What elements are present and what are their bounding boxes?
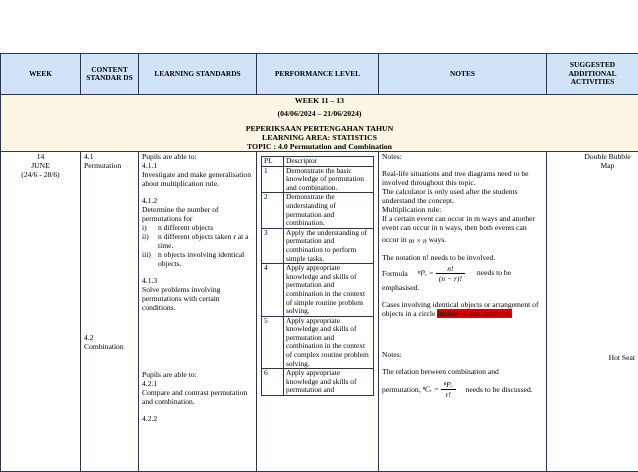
header-week: WEEK [1, 54, 81, 95]
header-notes: NOTES [379, 54, 547, 95]
ls2-intro: Pupils are able to: [142, 370, 253, 379]
notes2-relation: The relation between combination and [382, 367, 543, 376]
ls-4-1-2-list [142, 223, 253, 268]
date-range: (04/06/2024 – 21/06/2024) [4, 109, 635, 118]
table-row: 3 Apply the understanding of permutation and combination to perform simple tasks. [262, 228, 374, 263]
notes2-formula-line: permutation, ⁿCᵣ = $\frac{\text{ⁿPᵣ}}{r!}$ needs to be discussed. [382, 380, 543, 399]
performance-level-cell [257, 152, 379, 472]
content-code-4-2: 4.2 [84, 333, 135, 342]
week-range: WEEK 11 – 13 [4, 96, 635, 105]
ls-text-4-1-1: Investigate and make generalisation about multiplication rule. [142, 170, 253, 188]
suggested-activities-cell [547, 152, 638, 472]
notes-identical-objects: Cases involving identical objects or arrangement of objects in a circle limited to one condition. [382, 300, 543, 318]
m-times-n-formula: m × n [409, 236, 427, 245]
content-code-4-1: 4.1 [84, 152, 135, 161]
pl-header-level: PL [262, 157, 284, 167]
ls-text-4-2-1: Compare and contrast permutation and combination. [142, 388, 253, 406]
header-row [1, 54, 638, 95]
notes-calculator: The calculator is only used after the students understand the concept. [382, 187, 543, 205]
exam-title: PEPERIKSAAN PERTENGAHAN TAHUN [4, 124, 635, 133]
notes-cell [379, 152, 547, 472]
ls-code-4-2-1: 4.2.1 [142, 379, 253, 388]
combination-formula: ⁿCᵣ = $\frac{\text{ⁿPᵣ}}{r!}$ [423, 380, 456, 399]
table-row: 1 Demonstrate the basic knowledge of permutation and combination. [262, 166, 374, 193]
table-row: 5 Apply appropriate knowledge and skills of permutation and combination in the context of complex routine problem solving. [262, 316, 374, 369]
notes-factorial: The notation n! needs to be involved. [382, 253, 543, 262]
header-learning-standards: LEARNING STANDARDS [139, 54, 257, 95]
week-dates: (24/6 - 28/6) [4, 170, 77, 179]
pl-header-row [262, 157, 374, 167]
notes2-title: Notes: [382, 350, 543, 359]
highlighted-condition: limited to one condition. [437, 309, 512, 318]
week-month: JUNE [4, 161, 77, 170]
ls-code-4-1-2: 4.1.2 [142, 196, 253, 205]
week-cell [1, 152, 81, 472]
week-number: 14 [4, 152, 77, 161]
ls-text-4-1-2: Determine the number of permutations for [142, 205, 253, 223]
content-row [1, 152, 638, 472]
header-content-standards: CONTENT STANDAR DS [81, 54, 139, 95]
notes-real-life: Real-life situations and tree diagrams need to be involved throughout this topic. [382, 169, 543, 187]
notes-occur: occur in m × n ways. [382, 235, 543, 245]
activity-double-bubble-map: Double Bubble Map [550, 152, 635, 170]
notes-title: Notes: [382, 152, 543, 161]
table-row: 4 Apply appropriate knowledge and skills of permutation and combination in the context of simple routine problem solving. [262, 264, 374, 317]
list-item: ii) n different objects taken r at a time. [142, 232, 253, 250]
notes-formula-line: Formula ⁿPᵣ = $\frac{n!}{(n - r)!}$ needs to be emphasised. [382, 264, 543, 292]
activity-hot-seat: Hot Seat [550, 353, 635, 362]
notes-multiplication-rule: Multiplication rule: [382, 205, 543, 214]
ls-code-4-2-2: 4.2.2 [142, 414, 253, 423]
list-item: i) n different objects [142, 223, 253, 232]
pl-descriptor-table [261, 156, 374, 396]
page-top-margin [0, 0, 638, 50]
content-name-permutation: Permutation [84, 161, 135, 170]
permutation-formula: ⁿPᵣ = $\frac{n!}{(n - r)!}$ [418, 264, 465, 283]
ls-text-4-1-3: Solve problems involving permutations with certain conditions. [142, 285, 253, 312]
week-banner-row [1, 95, 638, 152]
notes-event-rule: If a certain event can occur in m ways and another event can occur in n ways, then both events can [382, 214, 543, 232]
pl-header-descriptor: Descriptor [284, 157, 374, 167]
header-performance-level: PERFORMANCE LEVEL [257, 54, 379, 95]
table-row: 6 Apply appropriate knowledge and skills of permutation and [262, 369, 374, 396]
learning-area: LEARNING AREA: STATISTICS [4, 133, 635, 142]
list-item: iii) n objects involving identical objects. [142, 250, 253, 268]
content-standards-cell [81, 152, 139, 472]
ls-intro: Pupils are able to: [142, 152, 253, 161]
topic-title: TOPIC : 4.0 Permutation and Combination [4, 142, 635, 151]
ls-code-4-1-1: 4.1.1 [142, 161, 253, 170]
learning-standards-cell [139, 152, 257, 472]
lesson-plan-table [0, 53, 638, 472]
ls-code-4-1-3: 4.1.3 [142, 276, 253, 285]
content-name-combination: Combination [84, 342, 135, 351]
header-suggested-activities: SUGGESTED ADDITIONAL ACTIVITIES [547, 54, 638, 95]
table-row: 2 Demonstrate the understanding of permutation and combination. [262, 193, 374, 228]
